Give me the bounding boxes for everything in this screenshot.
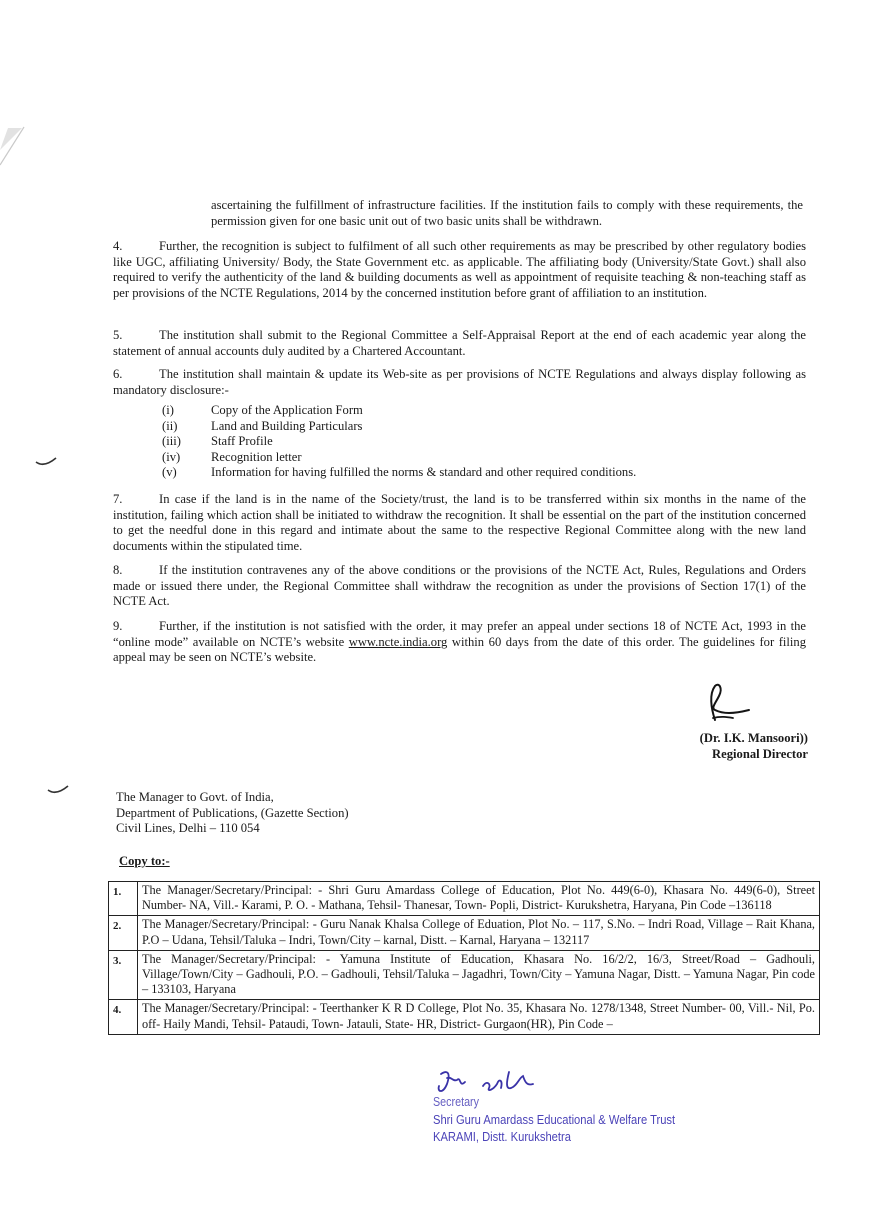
row-number: 1. — [109, 882, 138, 916]
paragraph-text: Further, the recognition is subject to fulfilment of all such other requirements as may be prescribed by other regulatory bodies like UGC, affiliating University/ Body, the State Government etc. as applicable. The affiliating body (University/State Govt.) shall also required to verify the authenticity of the land & building documents as well as appointment of requisite teaching & non-teaching staff as per provisions of the NCTE Regulations, 2014 by the concerned institution before grant of affiliation to an institution. — [113, 239, 806, 300]
continuation-text: ascertaining the fulfillment of infrastructure facilities. If the institution fails to comply with these requirements, the permission given for one basic unit out of two basic units shall be withdrawn. — [211, 198, 803, 228]
table-row — [109, 950, 820, 1000]
paragraph-number: 4. — [113, 239, 123, 253]
list-item-numeral: (iv) — [162, 449, 181, 464]
list-item — [162, 403, 636, 419]
list-item — [162, 434, 636, 450]
list-item — [162, 450, 636, 466]
stamp-place: KARAMI, Distt. Kurukshetra — [433, 1129, 571, 1144]
paragraph-number: 5. — [113, 328, 123, 342]
row-address: The Manager/Secretary/Principal: - Guru Nanak Khalsa College of Eduation, Plot No. – 117, S.No. – Indri Road, Village – Rait Khana, P.O – Udana, Tehsil/Taluka – Indri, Town/City – karnal, Distt. – Karnal, Haryana – 132117 — [138, 916, 820, 950]
copy-to-table — [108, 881, 820, 1035]
paragraph-7 — [113, 492, 806, 554]
list-item-text: Land and Building Particulars — [211, 418, 363, 433]
table-row — [109, 916, 820, 950]
list-item-text: Recognition letter — [211, 449, 302, 464]
address-line: Civil Lines, Delhi – 110 054 — [116, 821, 260, 836]
margin-tick-mark — [46, 784, 70, 796]
address-line: Department of Publications, (Gazette Section) — [116, 805, 349, 820]
paragraph-9 — [113, 619, 806, 666]
row-address: The Manager/Secretary/Principal: - Shri Guru Amardass College of Education, Plot No. 449(6-0), Khasara No. 449(6-0), Street Number- NA, Vill.- Karami, P. O. - Mathana, Tehsil- Thanesar, Town- Popli, District- Kurukshetra, Haryana, Pin Code –136118 — [138, 882, 820, 916]
paragraph-text: within 60 days from the date of this order. The guidelines for filing appeal may be seen on NCTE’s website. — [113, 634, 806, 665]
paragraph-4 — [113, 239, 806, 301]
paragraph-6 — [113, 367, 806, 398]
row-number: 4. — [109, 1000, 138, 1034]
row-address: The Manager/Secretary/Principal: - Yamuna Institute of Education, Khasara No. 16/2/2, 16/3, Street/Road – Gadhouli, Village/Town/City – Gadhouli, P.O. – Gadhouli, Tehsil/Taluka – Jagadhri, Town/City – Yamuna Nagar, Distt. – Yamuna Nagar, Pin code – 133103, Haryana — [138, 950, 820, 1000]
recipient-address — [116, 790, 349, 837]
margin-tick-mark — [34, 456, 58, 468]
paragraph-number: 8. — [113, 563, 123, 577]
paragraph-number: 6. — [113, 367, 123, 381]
paragraph-text: Further, if the institution is not satisfied with the order, it may prefer an appeal under sections 18 of NCTE Act, 1993 in the “online mode” available on NCTE’s website — [113, 619, 806, 649]
address-line: The Manager to Govt. of India, — [116, 790, 274, 804]
signatory-name: (Dr. I.K. Mansoori)) — [699, 731, 808, 745]
paragraph-number: 9. — [113, 619, 123, 633]
stamp-organisation: Shri Guru Amardass Educational & Welfare Trust — [433, 1112, 676, 1127]
signatory-title: Regional Director — [712, 747, 808, 761]
list-item-text: Information for having fulfilled the norms & standard and other required conditions. — [211, 465, 637, 480]
paragraph-number: 7. — [113, 492, 123, 506]
list-item — [162, 465, 636, 481]
list-item — [162, 419, 636, 435]
paragraph-5 — [113, 328, 806, 359]
disclosure-list — [162, 403, 636, 481]
list-item-text: Staff Profile — [211, 434, 273, 449]
row-number: 2. — [109, 916, 138, 950]
paragraph-text: If the institution contravenes any of the above conditions or the provisions of the NCTE Act, Rules, Regulations and Orders made or issued there under, the Regional Committee shall withdraw the recognition as under the provisions of Section 17(1) of the NCTE Act. — [113, 563, 806, 609]
copy-to-heading: Copy to:- — [119, 854, 170, 868]
stamp-role: Secretary — [433, 1095, 480, 1109]
list-item-numeral: (iii) — [162, 434, 181, 449]
paragraph-text: In case if the land is in the name of the Society/trust, the land is to be transferred within six months in the name of the institution, failing which action shall be initiated to withdraw the recognition. It shall be essential on the part of the institution concerned to get the needful done in this regard and intimate about the same to the respective Regional Committee along with the new land documents within the stipulated time. — [113, 492, 806, 553]
list-item-text: Copy of the Application Form — [211, 403, 363, 417]
row-address: The Manager/Secretary/Principal: - Teerthanker K R D College, Plot No. 35, Khasara No. 1278/1348, Street Number- 00, Vill.- Nil, Po. off- Haily Mandi, Tehsil- Pataudi, Town- Jatauli, State- HR, District- Gurgaon(HR), Pin Code – — [138, 1000, 820, 1034]
director-signature — [703, 680, 755, 725]
paragraph-8 — [113, 563, 806, 610]
list-item-numeral: (i) — [162, 403, 174, 417]
table-row — [109, 882, 820, 916]
row-number: 3. — [109, 950, 138, 1000]
secretary-signature — [433, 1064, 543, 1098]
list-item-numeral: (v) — [162, 465, 177, 480]
table-row — [109, 1000, 820, 1034]
paragraph-text: The institution shall maintain & update its Web-site as per provisions of NCTE Regulations and always display following as mandatory disclosure:- — [113, 367, 806, 397]
signatory-block — [700, 730, 808, 762]
trust-stamp — [433, 1064, 715, 1145]
paragraph-text: The institution shall submit to the Regional Committee a Self-Appraisal Report at the end of each academic year along the statement of annual accounts duly audited by a Chartered Accountant. — [113, 328, 806, 358]
list-item-numeral: (ii) — [162, 418, 178, 433]
ncte-website-link[interactable]: www.ncte.india.org — [348, 634, 448, 649]
